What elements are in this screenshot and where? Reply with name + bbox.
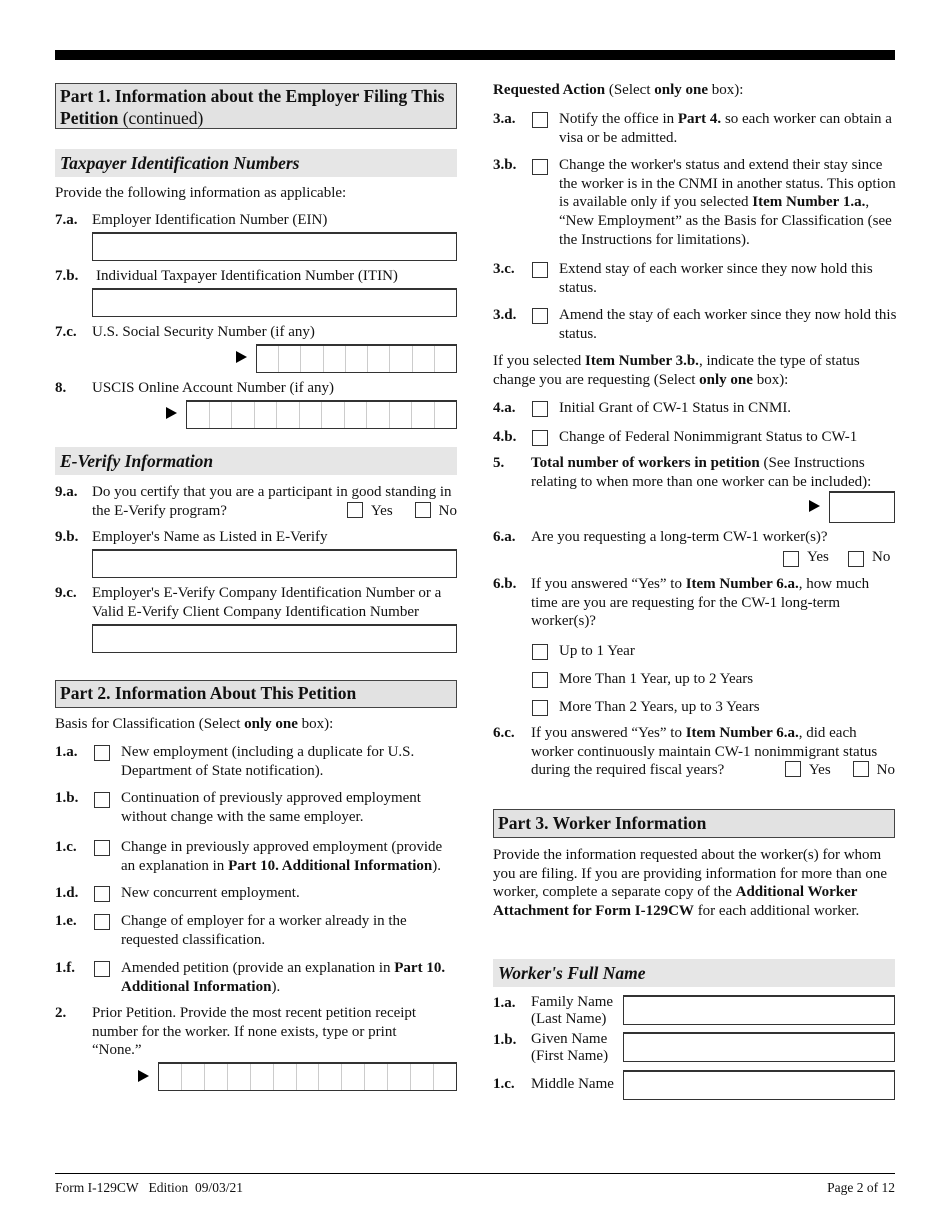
duration-3yr-checkbox[interactable] — [532, 700, 548, 716]
item-number: 3.b. — [493, 157, 517, 173]
item-number: 1.b. — [55, 790, 79, 806]
everify-name-label: Employer's Name as Listed in E-Verify — [92, 529, 328, 545]
basis-1c-checkbox[interactable] — [94, 840, 110, 856]
long-term-question: Are you requesting a long-term CW-1 worker(s)? — [531, 529, 828, 545]
ein-label: Employer Identification Number (EIN) — [92, 212, 328, 228]
no-label: No — [872, 549, 891, 565]
maintained-status-question: If you answered “Yes” to Item Number 6.a., did each worker continuously maintain CW-1 nonimmigrant status during the required fiscal years? — [531, 725, 878, 779]
everify-no-checkbox[interactable] — [415, 502, 431, 518]
receipt-number-input[interactable] — [158, 1062, 457, 1091]
item-number: 1.e. — [55, 913, 77, 929]
everify-section-header: E-Verify Information — [55, 447, 457, 475]
action-3b-label: Change the worker's status and extend their stay since the worker is in the CNMI in another status. This option is available only if you selected Item Number 1.a., “New Employment” as the Basis for Classification (see the Instructions for limitations). — [559, 157, 896, 248]
everify-yes-no — [347, 502, 457, 521]
itin-label: Individual Taxpayer Identification Number (ITIN) — [96, 268, 398, 284]
duration-option: More Than 2 Years, up to 3 Years — [559, 699, 760, 715]
basis-1d-label: New concurrent employment. — [121, 885, 300, 901]
everify-participant-question: Do you certify that you are a participant in good standing in the E-Verify program? — [92, 484, 452, 519]
item-number: 7.c. — [55, 324, 77, 340]
status-4b-checkbox[interactable] — [532, 430, 548, 446]
item-number: 1.a. — [493, 995, 516, 1011]
item-number: 1.c. — [55, 839, 77, 855]
duration-1yr-checkbox[interactable] — [532, 644, 548, 660]
uscis-account-input[interactable] — [186, 400, 457, 429]
no-label: No — [438, 502, 457, 519]
item-number: 9.b. — [55, 529, 79, 545]
basis-1e-checkbox[interactable] — [94, 914, 110, 930]
item-number: 6.b. — [493, 576, 517, 592]
item-number: 7.a. — [55, 212, 78, 228]
ssn-input[interactable] — [256, 344, 457, 373]
duration-option: More Than 1 Year, up to 2 Years — [559, 671, 754, 687]
middle-name-input[interactable] — [623, 1070, 895, 1100]
basis-instruction: Basis for Classification (Select only one box): — [55, 716, 334, 732]
status-4b-label: Change of Federal Nonimmigrant Status to CW-1 — [559, 429, 858, 445]
duration-2yr-checkbox[interactable] — [532, 672, 548, 688]
item-number: 3.d. — [493, 307, 517, 323]
taxpayer-intro: Provide the following information as applicable: — [55, 185, 347, 201]
yes-label: Yes — [808, 762, 831, 779]
action-3d-label: Amend the stay of each worker since they now hold this status. — [559, 307, 897, 342]
itin-input[interactable] — [92, 288, 457, 317]
page-number: Page 2 of 12 — [827, 1180, 895, 1195]
arrow-icon — [236, 351, 247, 363]
item-number: 4.a. — [493, 400, 516, 416]
part3-header: Part 3. Worker Information — [493, 809, 895, 838]
family-name-label: Family Name (Last Name) — [531, 994, 614, 1027]
item-number: 4.b. — [493, 429, 517, 445]
requested-action-heading: Requested Action (Select only one box): — [493, 82, 744, 98]
item-number: 1.d. — [55, 885, 79, 901]
maintained-no-checkbox[interactable] — [853, 761, 869, 777]
item-number: 1.c. — [493, 1076, 515, 1092]
basis-1f-label: Amended petition (provide an explanation in Part 10. Additional Information). — [121, 960, 446, 995]
worker-name-section-header: Worker's Full Name — [493, 959, 895, 987]
action-3a-label: Notify the office in Part 4. so each worker can obtain a visa or be admitted. — [559, 111, 892, 146]
total-workers-input[interactable] — [829, 491, 895, 523]
arrow-icon — [809, 500, 820, 512]
maintained-status-block — [531, 724, 895, 780]
status-change-instruction: If you selected Item Number 3.b., indicate the type of status change you are requesting (Select only one box): — [493, 353, 860, 388]
item-number: 1.a. — [55, 744, 78, 760]
duration-option: Up to 1 Year — [559, 643, 635, 659]
footer-rule — [55, 1173, 895, 1174]
item-number: 9.a. — [55, 484, 78, 500]
basis-1c-label: Change in previously approved employment (provide an explanation in Part 10. Additional Information). — [121, 839, 443, 874]
item-number: 1.f. — [55, 960, 75, 976]
taxpayer-section-header: Taxpayer Identification Numbers — [55, 149, 457, 177]
given-name-input[interactable] — [623, 1032, 895, 1062]
arrow-icon — [138, 1070, 149, 1082]
item-number: 3.a. — [493, 111, 516, 127]
yes-label: Yes — [807, 549, 829, 565]
uscis-account-label: USCIS Online Account Number (if any) — [92, 380, 335, 396]
basis-1a-label: New employment (including a duplicate for U.S. Department of State notification). — [121, 744, 415, 779]
form-edition: Form I-129CW Edition 09/03/21 — [55, 1180, 243, 1195]
top-rule — [55, 50, 895, 60]
long-term-yes-checkbox[interactable] — [783, 551, 799, 567]
long-term-no-checkbox[interactable] — [848, 551, 864, 567]
basis-1b-checkbox[interactable] — [94, 792, 110, 808]
maintained-yes-checkbox[interactable] — [785, 761, 801, 777]
middle-name-label: Middle Name — [531, 1076, 614, 1092]
item-number: 5. — [493, 455, 505, 471]
item-number: 2. — [55, 1005, 67, 1021]
item-number: 1.b. — [493, 1032, 517, 1048]
status-4a-label: Initial Grant of CW-1 Status in CNMI. — [559, 400, 792, 416]
item-number: 7.b. — [55, 268, 79, 284]
status-4a-checkbox[interactable] — [532, 401, 548, 417]
given-name-label: Given Name (First Name) — [531, 1031, 609, 1064]
action-3a-checkbox[interactable] — [532, 112, 548, 128]
ein-input[interactable] — [92, 232, 457, 261]
prior-petition-label: Prior Petition. Provide the most recent petition receipt number for the worker. If none exists, type or print “None.” — [92, 1005, 417, 1059]
total-workers-label: Total number of workers in petition (See Instructions relating to when more than one worker can be included): — [531, 455, 872, 490]
everify-id-label: Employer's E-Verify Company Identification Number or a Valid E-Verify Client Company Identification Number — [92, 585, 442, 620]
basis-1e-label: Change of employer for a worker already in the requested classification. — [121, 913, 407, 948]
item-number: 3.c. — [493, 261, 515, 277]
basis-1b-label: Continuation of previously approved employment without change with the same employer. — [121, 790, 421, 825]
everify-yes-checkbox[interactable] — [347, 502, 363, 518]
basis-1f-checkbox[interactable] — [94, 961, 110, 977]
action-3b-checkbox[interactable] — [532, 159, 548, 175]
part2-header: Part 2. Information About This Petition — [55, 680, 457, 708]
basis-1d-checkbox[interactable] — [94, 886, 110, 902]
part3-intro: Provide the information requested about the worker(s) for whom you are filing. If you are providing information for more than one worker, complete a separate copy of the Additional Worker Attachment for Form I-129CW for each additional worker. — [493, 847, 888, 920]
action-3c-label: Extend stay of each worker since they now hold this status. — [559, 261, 873, 296]
basis-1a-checkbox[interactable] — [94, 745, 110, 761]
no-label: No — [876, 762, 895, 779]
action-3d-checkbox[interactable] — [532, 308, 548, 324]
action-3c-checkbox[interactable] — [532, 262, 548, 278]
everify-id-input[interactable] — [92, 624, 457, 653]
yes-label: Yes — [370, 502, 393, 519]
everify-name-input[interactable] — [92, 549, 457, 578]
item-number: 6.c. — [493, 725, 515, 741]
item-number: 8. — [55, 380, 67, 396]
family-name-input[interactable] — [623, 995, 895, 1025]
item-number: 6.a. — [493, 529, 516, 545]
part1-header: Part 1. Information about the Employer Filing This Petition (continued) — [55, 83, 457, 129]
everify-participant-block — [92, 483, 457, 520]
maintained-yes-no — [785, 761, 895, 780]
item-number: 9.c. — [55, 585, 77, 601]
arrow-icon — [166, 407, 177, 419]
ssn-label: U.S. Social Security Number (if any) — [92, 324, 315, 340]
long-term-duration-question: If you answered “Yes” to Item Number 6.a., how much time are you are requesting for the CW-1 long-term worker(s)? — [531, 576, 870, 630]
